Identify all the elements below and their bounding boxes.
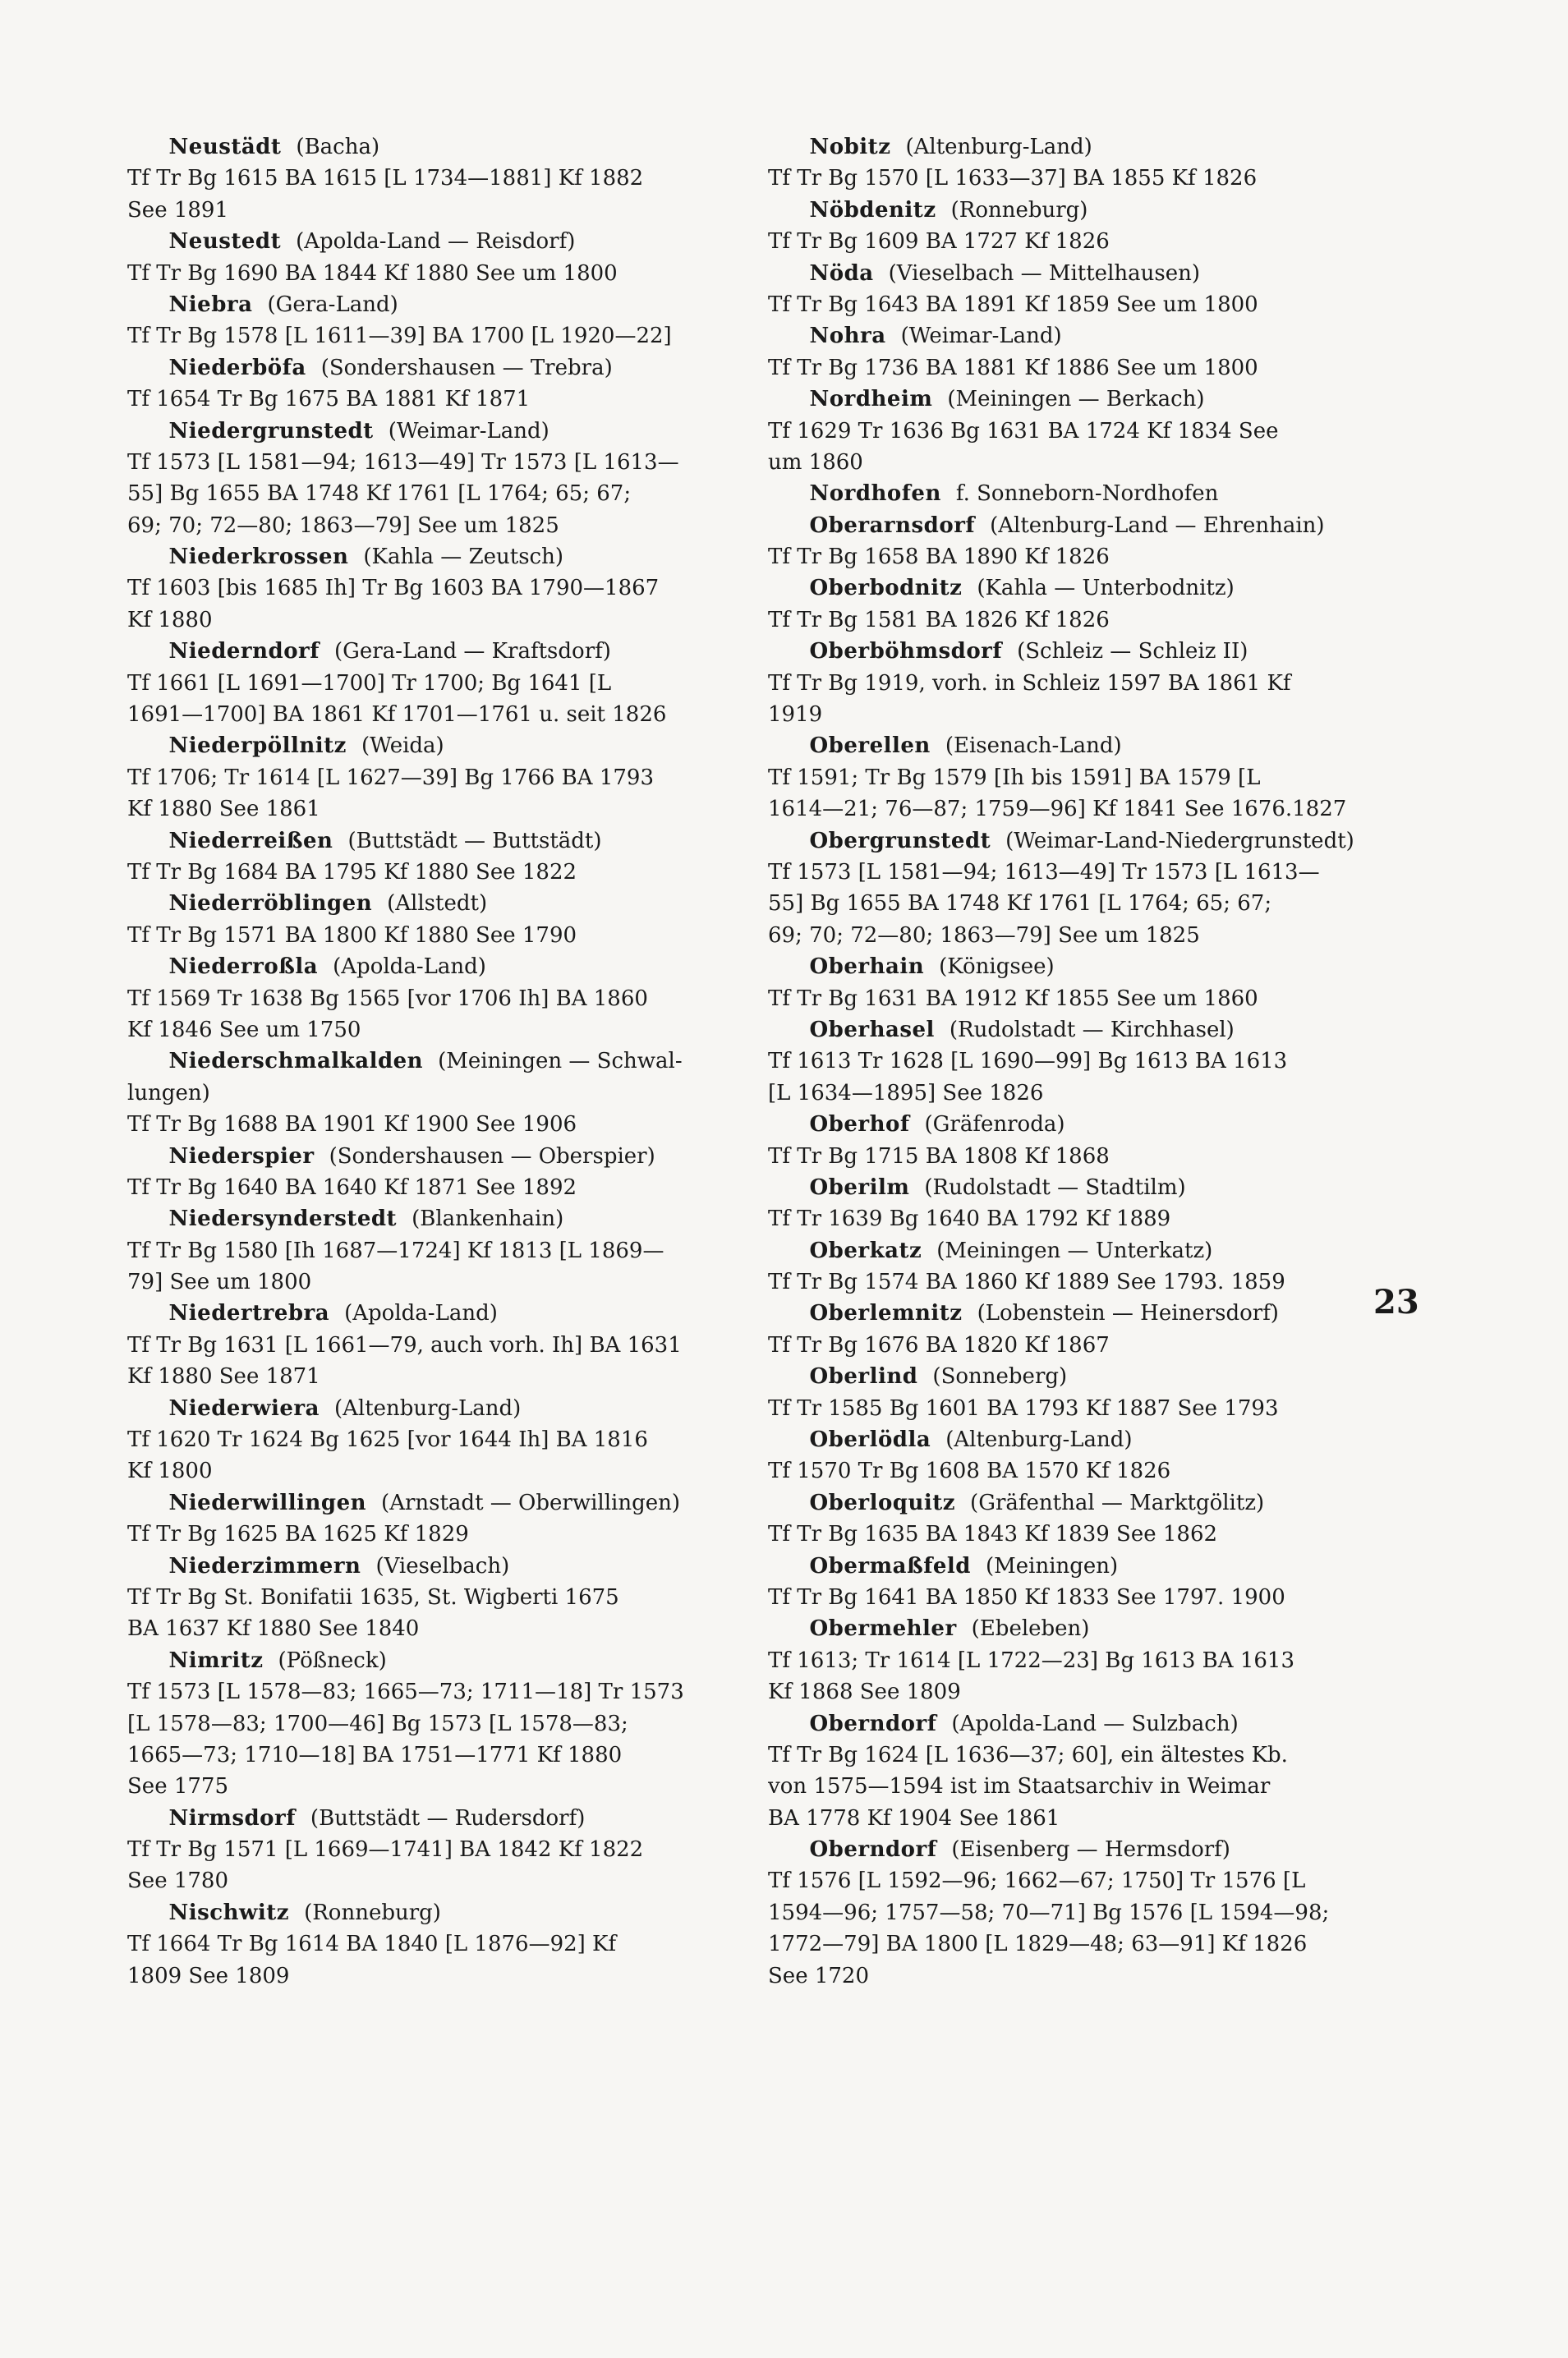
- entry-heading: [768, 1109, 1437, 1140]
- entry-heading: [768, 1834, 1437, 1865]
- record-line: See 1891: [127, 197, 229, 223]
- register-entry: [768, 1172, 1437, 1235]
- record-line: Tf Tr Bg 1684 BA 1795 Kf 1880 See 1822: [127, 859, 577, 885]
- parish-location: (Sonneberg): [932, 1364, 1068, 1390]
- record-line: von 1575—1594 ist im Staatsarchiv in Weimar: [768, 1774, 1271, 1800]
- record-line: Kf 1880 See 1861: [127, 797, 320, 822]
- parish-location: (Weimar-Land): [388, 418, 549, 444]
- place-name: Obergrunstedt: [809, 828, 991, 853]
- record-line: Tf Tr Bg 1715 BA 1808 Kf 1868: [768, 1143, 1110, 1169]
- record-line: 55] Bg 1655 BA 1748 Kf 1761 [L 1764; 65; 67;: [127, 481, 632, 507]
- register-entry: [127, 1551, 797, 1645]
- parish-location: (Kahla — Zeutsch): [363, 545, 564, 570]
- record-line: Kf 1868 See 1809: [768, 1680, 961, 1705]
- register-entry: [768, 730, 1437, 825]
- register-entry: [127, 1141, 797, 1204]
- record-line: Tf 1573 [L 1578—83; 1665—73; 1711—18] Tr 1573: [127, 1680, 684, 1705]
- record-line: See 1775: [127, 1774, 229, 1800]
- parish-location: (Sondershausen — Trebra): [320, 355, 613, 380]
- place-name: Niederwillingen: [168, 1490, 367, 1515]
- place-name: Oberndorf: [809, 1837, 937, 1863]
- record-line: Tf Tr Bg 1635 BA 1843 Kf 1839 See 1862: [768, 1522, 1218, 1547]
- record-line: 1772—79] BA 1800 [L 1829—48; 63—91] Kf 1826: [768, 1932, 1308, 1957]
- entry-heading: [127, 289, 797, 320]
- place-name: Oberhof: [809, 1112, 910, 1138]
- parish-location: (Blankenhain): [412, 1207, 564, 1232]
- register-entry: [127, 951, 797, 1046]
- entry-heading: [768, 730, 1437, 761]
- place-name: Obermehler: [809, 1616, 957, 1642]
- record-line: Tf Tr Bg 1919, vorh. in Schleiz 1597 BA 1861 Kf: [768, 670, 1291, 696]
- entry-heading: [127, 1803, 797, 1834]
- entry-heading: [127, 1046, 797, 1077]
- register-entry: [768, 1298, 1437, 1361]
- register-entry: [768, 951, 1437, 1014]
- place-name: Nohra: [809, 324, 886, 349]
- parish-location: (Bacha): [296, 135, 380, 159]
- parish-location: (Sondershausen — Oberspier): [329, 1143, 655, 1169]
- entry-heading: [768, 1298, 1437, 1329]
- place-name: Nischwitz: [168, 1900, 290, 1925]
- parish-location: (Pößneck): [278, 1648, 387, 1673]
- register-entry: [768, 1235, 1437, 1299]
- record-line: BA 1637 Kf 1880 See 1840: [127, 1616, 420, 1642]
- register-entry: [127, 541, 797, 636]
- record-line: Tf 1569 Tr 1638 Bg 1565 [vor 1706 Ih] BA 1860: [127, 986, 648, 1011]
- record-line: Tf Tr Bg 1570 [L 1633—37] BA 1855 Kf 1826: [768, 166, 1258, 191]
- register-entry: [768, 478, 1437, 509]
- entry-heading: [768, 320, 1437, 352]
- place-name: Oberhain: [809, 954, 925, 980]
- place-name: Oberilm: [809, 1174, 910, 1200]
- register-entry: [768, 636, 1437, 730]
- parish-location: (Gräfenthal — Marktgölitz): [970, 1490, 1265, 1515]
- entry-heading: [127, 352, 797, 384]
- register-entry: [768, 384, 1437, 478]
- record-line: Tf 1629 Tr 1636 Bg 1631 BA 1724 Kf 1834 See: [768, 418, 1279, 444]
- place-name: Oberkatz: [809, 1238, 922, 1263]
- parish-location: (Rudolstadt — Stadtilm): [924, 1174, 1186, 1200]
- place-name: Nordhofen: [809, 481, 941, 507]
- record-line: Tf Tr Bg 1571 [L 1669—1741] BA 1842 Kf 1822: [127, 1837, 644, 1863]
- record-line: Tf 1573 [L 1581—94; 1613—49] Tr 1573 [L 1613—: [127, 449, 679, 475]
- parish-location: (Buttstädt — Buttstädt): [347, 828, 602, 853]
- place-name: Oberbodnitz: [809, 576, 963, 601]
- record-line: Tf Tr Bg 1631 BA 1912 Kf 1855 See um 1860: [768, 986, 1258, 1011]
- register-entry: [768, 131, 1437, 195]
- record-line: Kf 1846 See um 1750: [127, 1017, 361, 1042]
- register-entry: [768, 1487, 1437, 1551]
- record-line: Tf 1591; Tr Bg 1579 [Ih bis 1591] BA 1579 [L: [768, 765, 1261, 790]
- register-entry: [768, 1424, 1437, 1487]
- place-name: Oberndorf: [809, 1711, 937, 1736]
- entry-heading: [127, 1551, 797, 1582]
- record-line: Tf 1573 [L 1581—94; 1613—49] Tr 1573 [L 1613—: [768, 859, 1320, 885]
- register-entry: [768, 258, 1437, 321]
- entry-heading: [127, 1645, 797, 1676]
- parish-location: (Meiningen — Berkach): [947, 387, 1205, 412]
- place-name: Niedersynderstedt: [168, 1207, 398, 1232]
- parish-location: (Meiningen — Schwal-: [438, 1049, 683, 1074]
- record-line: Tf Tr 1585 Bg 1601 BA 1793 Kf 1887 See 1793: [768, 1395, 1279, 1421]
- left-column: [127, 131, 797, 1992]
- record-line: Kf 1880: [127, 607, 213, 632]
- register-entry: [127, 1897, 797, 1992]
- register-entry: [768, 825, 1437, 952]
- entry-heading: [127, 636, 797, 667]
- parish-location: (Buttstädt — Rudersdorf): [310, 1805, 586, 1831]
- record-line: Tf Tr Bg 1690 BA 1844 Kf 1880 See um 1800: [127, 260, 618, 286]
- record-line: 55] Bg 1655 BA 1748 Kf 1761 [L 1764; 65; 67;: [768, 891, 1272, 917]
- entry-heading: [768, 1551, 1437, 1582]
- parish-location: (Altenburg-Land): [945, 1427, 1133, 1453]
- parish-location: (Altenburg-Land): [333, 1395, 522, 1421]
- record-line: Tf Tr Bg 1580 [Ih 1687—1724] Kf 1813 [L 1869—: [127, 1238, 664, 1263]
- entry-heading: [768, 1172, 1437, 1203]
- record-line: 79] See um 1800: [127, 1270, 312, 1295]
- record-line: See 1780: [127, 1868, 229, 1894]
- entry-heading: [127, 888, 797, 919]
- entry-heading: [768, 258, 1437, 289]
- page-number: 23: [1373, 1283, 1419, 1321]
- register-entry: [127, 1803, 797, 1897]
- place-name: Nobitz: [809, 135, 891, 159]
- entry-heading: [127, 416, 797, 447]
- record-line: Tf 1661 [L 1691—1700] Tr 1700; Bg 1641 [L: [127, 670, 612, 696]
- record-line: BA 1778 Kf 1904 See 1861: [768, 1805, 1060, 1831]
- record-line: 1809 See 1809: [127, 1963, 290, 1988]
- parish-location: (Königsee): [939, 954, 1055, 980]
- record-line: 1614—21; 76—87; 1759—96] Kf 1841 See 1676.1827: [768, 797, 1347, 822]
- place-name: Nordheim: [809, 387, 933, 412]
- record-line: Tf Tr Bg 1625 BA 1625 Kf 1829: [127, 1522, 469, 1547]
- record-line: Tf Tr Bg 1688 BA 1901 Kf 1900 See 1906: [127, 1112, 577, 1138]
- entry-heading: [127, 730, 797, 761]
- record-line: Tf Tr Bg 1578 [L 1611—39] BA 1700 [L 1920—22]: [127, 324, 672, 349]
- register-entry: [768, 1708, 1437, 1835]
- entry-heading: [768, 1487, 1437, 1519]
- entry-heading: [127, 131, 797, 163]
- register-entry: [127, 1645, 797, 1803]
- record-line: Tf Tr 1639 Bg 1640 BA 1792 Kf 1889: [768, 1207, 1171, 1232]
- parish-location: (Eisenberg — Hermsdorf): [951, 1837, 1230, 1863]
- register-entry: [768, 510, 1437, 573]
- entry-heading: [127, 1298, 797, 1329]
- entry-heading: [768, 572, 1437, 604]
- register-entry: [127, 1203, 797, 1298]
- place-name: Oberböhmsdorf: [809, 639, 1003, 664]
- place-name: Oberlind: [809, 1364, 918, 1390]
- parish-location: (Apolda-Land): [344, 1301, 498, 1326]
- entry-heading: [768, 1235, 1437, 1266]
- place-name: Niederwiera: [168, 1395, 320, 1421]
- parish-location: (Meiningen — Unterkatz): [936, 1238, 1213, 1263]
- parish-location: (Ronneburg): [950, 197, 1088, 223]
- record-line: 69; 70; 72—80; 1863—79] See um 1825: [768, 922, 1200, 948]
- register-entry: [768, 572, 1437, 636]
- register-entry: [768, 1109, 1437, 1172]
- entry-heading: [768, 825, 1437, 857]
- place-name: Niederpöllnitz: [168, 733, 347, 759]
- place-name: Niedergrunstedt: [168, 418, 374, 444]
- place-name: Niederschmalkalden: [168, 1049, 424, 1074]
- register-entry: [127, 825, 797, 889]
- register-entry: [127, 888, 797, 951]
- register-entry: [127, 1393, 797, 1487]
- parish-location: (Weida): [361, 733, 444, 759]
- record-line: 1594—96; 1757—58; 70—71] Bg 1576 [L 1594—98;: [768, 1900, 1330, 1925]
- record-line: [L 1578—83; 1700—46] Bg 1573 [L 1578—83;: [127, 1711, 628, 1736]
- register-entry: [127, 131, 797, 226]
- entry-heading: [127, 1203, 797, 1234]
- parish-location: f. Sonneborn-Nordhofen: [955, 481, 1219, 507]
- parish-location: (Meiningen): [985, 1553, 1119, 1579]
- place-name: Nöda: [809, 260, 874, 286]
- register-entry: [768, 1613, 1437, 1708]
- entry-heading: [127, 1141, 797, 1172]
- parish-location: (Allstedt): [387, 891, 488, 917]
- place-name: Niederböfa: [168, 355, 306, 380]
- record-line: Tf 1570 Tr Bg 1608 BA 1570 Kf 1826: [768, 1459, 1171, 1484]
- record-line: Tf 1664 Tr Bg 1614 BA 1840 [L 1876—92] Kf: [127, 1932, 617, 1957]
- entry-heading: [768, 1361, 1437, 1392]
- place-name: Niederspier: [168, 1143, 315, 1169]
- place-name: Oberhasel: [809, 1017, 935, 1042]
- place-name: Niederreißen: [168, 828, 333, 853]
- place-name: Niederzimmern: [168, 1553, 361, 1579]
- place-name: Neustedt: [168, 229, 282, 255]
- register-entry: [768, 320, 1437, 384]
- record-line: Tf 1654 Tr Bg 1675 BA 1881 Kf 1871: [127, 387, 531, 412]
- entry-heading: [127, 226, 797, 257]
- place-name: Niedertrebra: [168, 1301, 330, 1326]
- register-entry: [127, 636, 797, 730]
- place-name: Niederkrossen: [168, 545, 349, 570]
- parish-location: (Weimar-Land-Niedergrunstedt): [1005, 828, 1354, 853]
- entry-heading: [768, 1708, 1437, 1740]
- entry-heading: [768, 384, 1437, 415]
- parish-location: (Ebeleben): [971, 1616, 1090, 1642]
- register-entry: [768, 1014, 1437, 1109]
- record-line: Tf 1613 Tr 1628 [L 1690—99] Bg 1613 BA 1613: [768, 1049, 1288, 1074]
- record-line: Tf Tr Bg 1641 BA 1850 Kf 1833 See 1797. 1900: [768, 1584, 1285, 1610]
- record-line: 1691—1700] BA 1861 Kf 1701—1761 u. seit 1826: [127, 702, 667, 728]
- right-column: [768, 131, 1437, 1992]
- parish-location: (Gräfenroda): [924, 1112, 1065, 1138]
- entry-heading: [127, 1897, 797, 1928]
- register-entry: [127, 226, 797, 289]
- entry-heading: [127, 825, 797, 857]
- entry-heading: [127, 1487, 797, 1519]
- record-line: See 1720: [768, 1963, 870, 1988]
- entry-heading: [127, 1393, 797, 1424]
- parish-location: (Eisenach-Land): [945, 733, 1122, 759]
- entry-heading: [768, 478, 1437, 509]
- record-line: lungen): [127, 1080, 210, 1105]
- entry-heading: [127, 951, 797, 982]
- parish-location: (Lobenstein — Heinersdorf): [977, 1301, 1279, 1326]
- record-line: Kf 1800: [127, 1459, 213, 1484]
- parish-location: (Altenburg-Land — Ehrenhain): [990, 513, 1325, 538]
- record-line: Tf Tr Bg 1643 BA 1891 Kf 1859 See um 1800: [768, 292, 1258, 317]
- parish-location: (Vieselbach): [375, 1553, 510, 1579]
- record-line: Tf Tr Bg 1609 BA 1727 Kf 1826: [768, 229, 1110, 255]
- place-name: Niebra: [168, 292, 253, 317]
- parish-location: (Rudolstadt — Kirchhasel): [949, 1017, 1235, 1042]
- entry-heading: [768, 951, 1437, 982]
- entry-heading: [768, 1424, 1437, 1455]
- record-line: Tf Tr Bg 1676 BA 1820 Kf 1867: [768, 1332, 1110, 1358]
- record-line: Tf Tr Bg 1615 BA 1615 [L 1734—1881] Kf 1882: [127, 166, 644, 191]
- place-name: Oberloquitz: [809, 1490, 956, 1515]
- place-name: Nimritz: [168, 1648, 264, 1673]
- record-line: Tf 1576 [L 1592—96; 1662—67; 1750] Tr 1576 [L: [768, 1868, 1306, 1894]
- register-entry: [127, 352, 797, 416]
- entry-heading: [127, 541, 797, 572]
- register-entry: [768, 195, 1437, 258]
- record-line: 1919: [768, 702, 823, 728]
- parish-location: (Arnstadt — Oberwillingen): [381, 1490, 681, 1515]
- register-entry: [127, 1298, 797, 1392]
- record-line: 1665—73; 1710—18] BA 1751—1771 Kf 1880: [127, 1742, 623, 1767]
- parish-location: (Kahla — Unterbodnitz): [977, 576, 1235, 601]
- entry-heading: [768, 1014, 1437, 1046]
- record-line: Tf 1706; Tr 1614 [L 1627—39] Bg 1766 BA 1793: [127, 765, 654, 790]
- parish-location: (Apolda-Land — Reisdorf): [296, 229, 576, 255]
- record-line: Tf Tr Bg 1581 BA 1826 Kf 1826: [768, 607, 1110, 632]
- register-entry: [127, 416, 797, 542]
- place-name: Obermaßfeld: [809, 1553, 971, 1579]
- place-name: Oberarnsdorf: [809, 513, 976, 538]
- record-line: um 1860: [768, 449, 863, 475]
- place-name: Niederröblingen: [168, 891, 373, 917]
- entry-heading: [768, 1613, 1437, 1644]
- parish-location: (Altenburg-Land): [905, 135, 1092, 159]
- record-line: Tf Tr Bg 1574 BA 1860 Kf 1889 See 1793. 1859: [768, 1270, 1285, 1295]
- register-entry: [127, 1487, 797, 1551]
- register-entry: [768, 1361, 1437, 1424]
- place-name: Oberlödla: [809, 1427, 931, 1453]
- place-name: Niederroßla: [168, 954, 319, 980]
- entry-heading: [768, 195, 1437, 226]
- place-name: Neustädt: [168, 135, 282, 159]
- record-line: Tf Tr Bg 1640 BA 1640 Kf 1871 See 1892: [127, 1174, 577, 1200]
- parish-location: (Schleiz — Schleiz II): [1017, 639, 1248, 664]
- register-entry: [127, 730, 797, 825]
- record-line: Tf 1603 [bis 1685 Ih] Tr Bg 1603 BA 1790—1867: [127, 576, 660, 601]
- parish-location: (Apolda-Land — Sulzbach): [951, 1711, 1239, 1736]
- parish-location: (Ronneburg): [304, 1900, 441, 1925]
- place-name: Nirmsdorf: [168, 1805, 296, 1831]
- record-line: Tf Tr Bg 1631 [L 1661—79, auch vorh. Ih] BA 1631: [127, 1332, 682, 1358]
- record-line: Tf Tr Bg 1571 BA 1800 Kf 1880 See 1790: [127, 922, 577, 948]
- register-entry: [127, 289, 797, 352]
- register-entry: [768, 1834, 1437, 1992]
- record-line: Tf Tr Bg St. Bonifatii 1635, St. Wigberti 1675: [127, 1584, 619, 1610]
- parish-location: (Vieselbach — Mittelhausen): [888, 260, 1200, 286]
- entry-heading: [768, 636, 1437, 667]
- record-line: [L 1634—1895] See 1826: [768, 1080, 1044, 1105]
- entry-heading: [768, 131, 1437, 163]
- record-line: Tf Tr Bg 1624 [L 1636—37; 60], ein ältestes Kb.: [768, 1742, 1288, 1767]
- parish-location: (Apolda-Land): [333, 954, 486, 980]
- record-line: Tf 1620 Tr 1624 Bg 1625 [vor 1644 Ih] BA 1816: [127, 1427, 648, 1453]
- entry-heading: [768, 510, 1437, 541]
- record-line: Kf 1880 See 1871: [127, 1364, 320, 1390]
- parish-location: (Gera-Land): [267, 292, 398, 317]
- place-name: Niederndorf: [168, 639, 320, 664]
- register-entry: [768, 1551, 1437, 1614]
- parish-location: (Gera-Land — Kraftsdorf): [333, 639, 611, 664]
- record-line: Tf Tr Bg 1736 BA 1881 Kf 1886 See um 1800: [768, 355, 1258, 380]
- parish-location: (Weimar-Land): [900, 324, 1062, 349]
- register-entry: [127, 1046, 797, 1140]
- record-line: 69; 70; 72—80; 1863—79] See um 1825: [127, 513, 559, 538]
- place-name: Oberlemnitz: [809, 1301, 963, 1326]
- place-name: Oberellen: [809, 733, 931, 759]
- record-line: Tf 1613; Tr 1614 [L 1722—23] Bg 1613 BA 1613: [768, 1648, 1294, 1673]
- record-line: Tf Tr Bg 1658 BA 1890 Kf 1826: [768, 545, 1110, 570]
- place-name: Nöbdenitz: [809, 197, 936, 223]
